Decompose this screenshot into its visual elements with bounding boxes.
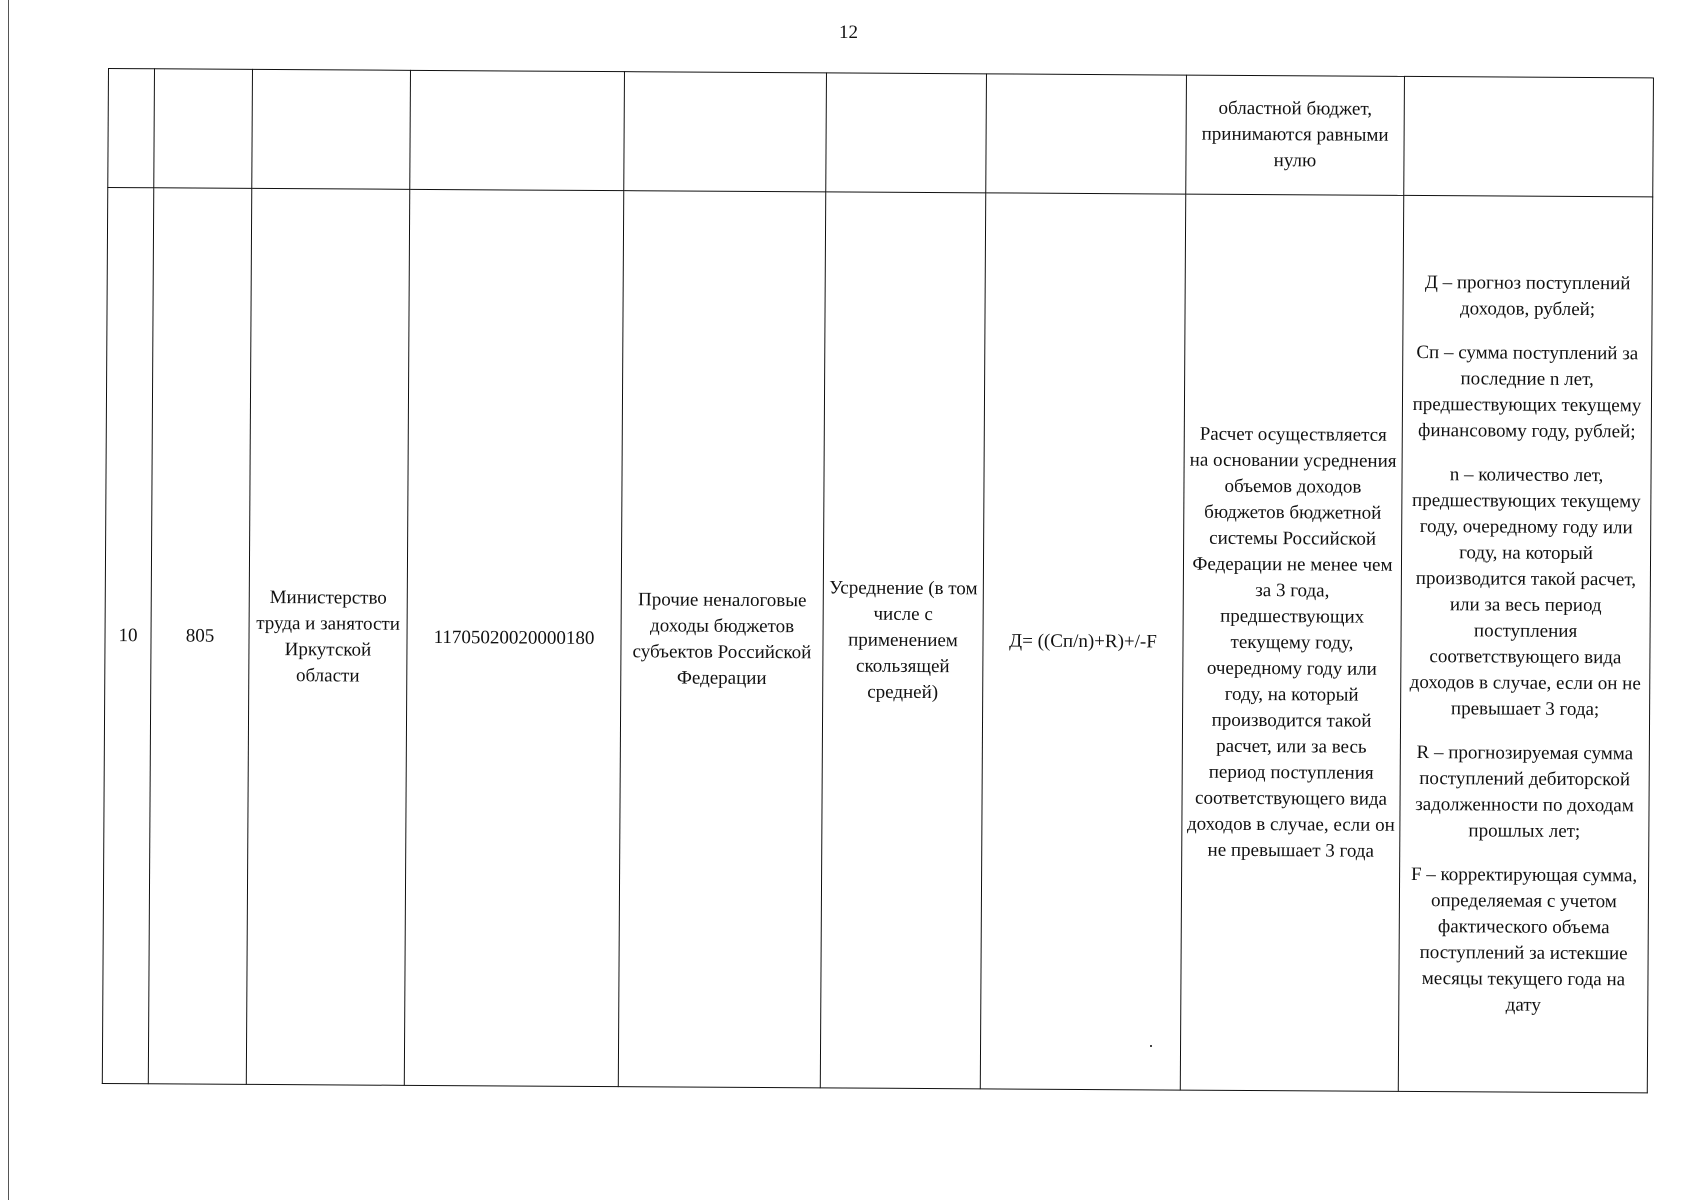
definition-item: R – прогнозируемая сумма поступлений дебиторской задолженности по доходам прошлых лет;	[1415, 741, 1634, 842]
table-row-continuation	[108, 69, 1654, 197]
cell-formula: Д= ((Сп/n)+R)+/-F	[980, 193, 1185, 1090]
revenue-forecast-table-wrapper	[102, 68, 1653, 1093]
definition-item: Сп – сумма поступлений за последние n лет, предшествующих текущему финансовому году, рублей;	[1412, 341, 1642, 442]
cell-empty	[252, 69, 411, 189]
definition-item: F – корректирующая сумма, определяемая с учетом фактического объема поступлений за истекшие месяцы текущего года на дату	[1410, 863, 1638, 1016]
cell-empty	[108, 69, 155, 188]
cell-admin-code: 805	[148, 188, 251, 1085]
table-row	[102, 188, 1652, 1093]
cell-empty	[986, 74, 1187, 194]
scan-speck	[1150, 1045, 1152, 1047]
definition-item: n – количество лет, предшествующих текущему году, очередному году или году, на который производится такой расчет, или за весь период поступления соответствующего вида доходов в случае, если он не превышает 3 года;	[1409, 463, 1641, 720]
cell-administrator: Министерство труда и занятости Иркутской области	[246, 188, 409, 1085]
page-number: 12	[839, 22, 858, 43]
cell-definitions	[1398, 195, 1652, 1093]
cell-kbk-code: 11705020020000180	[404, 189, 623, 1086]
cell-forecast-method: Усреднение (в том числе с применением скользящей средней)	[820, 192, 985, 1089]
cell-row-number: 10	[102, 188, 153, 1084]
cell-empty	[1404, 76, 1654, 197]
cell-empty	[624, 72, 827, 192]
cell-algorithm: Расчет осуществляется на основании усреднения объемов доходов бюджетов бюджетной системы Российской Федерации не менее чем за 3 года, предшествующих текущему году, очередному году или году, на который производится такой расчет, или за весь период поступления соответствующего вида доходов в случае, если он не превышает 3 года	[1180, 194, 1403, 1091]
cell-continuation-text: областной бюджет, принимаются равными нулю	[1186, 75, 1405, 195]
cell-empty	[826, 73, 987, 193]
scan-margin-line	[8, 0, 9, 1200]
cell-empty	[410, 70, 625, 190]
cell-empty	[154, 69, 253, 189]
definition-item: Д – прогноз поступлений доходов, рублей;	[1424, 271, 1631, 320]
revenue-forecast-table	[102, 68, 1654, 1093]
cell-revenue-name: Прочие неналоговые доходы бюджетов субъектов Российской Федерации	[618, 191, 825, 1088]
